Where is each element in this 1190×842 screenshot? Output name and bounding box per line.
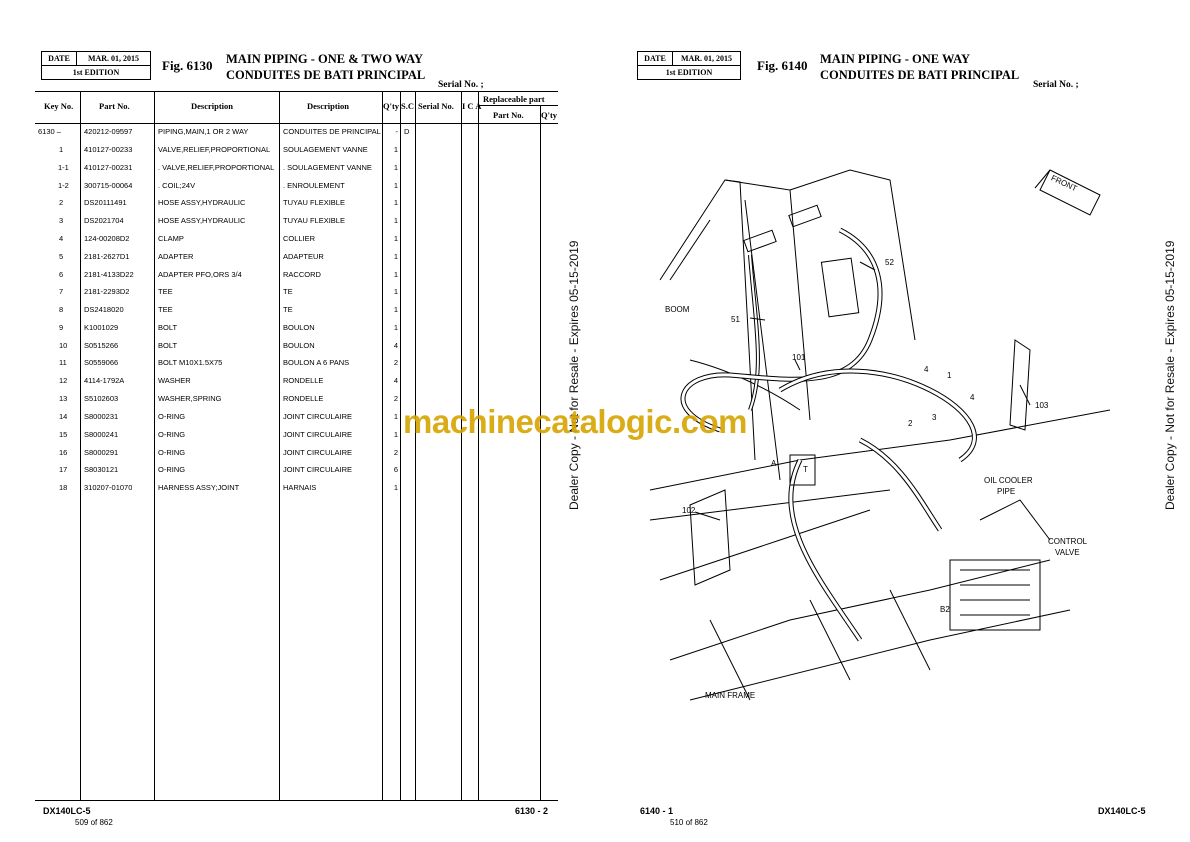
serial-label: Serial No. ; <box>438 80 484 90</box>
row-part-no: DS2021704 <box>84 216 124 225</box>
row-key: 11 <box>59 358 67 367</box>
row-key: 7 <box>59 287 64 296</box>
row-description-fr: CONDUITES DE PRINCIPAL <box>283 127 381 136</box>
row-part-no: K1001029 <box>84 323 119 332</box>
row-description: O-RING <box>158 448 186 457</box>
edition-label: 1st EDITION <box>665 68 713 77</box>
row-qty: 1 <box>393 270 398 279</box>
row-qty: 1 <box>393 287 398 296</box>
oil-cooler-label-1: OIL COOLER <box>984 476 1033 485</box>
row-description-fr: RONDELLE <box>283 394 324 403</box>
row-description-fr: RACCORD <box>283 270 321 279</box>
row-part-no: S8000291 <box>84 448 119 457</box>
row-qty: 1 <box>393 198 398 207</box>
vertical-watermark-left: Dealer Copy - Not for Resale - Expires 05-15-2019 <box>567 240 581 510</box>
row-description: TEE <box>158 305 173 314</box>
row-key: 9 <box>59 323 64 332</box>
row-key: 13 <box>59 394 68 403</box>
callout-4b: 4 <box>970 393 975 402</box>
row-description-fr: JOINT CIRCULAIRE <box>283 465 353 474</box>
row-part-no: DS20111491 <box>84 198 127 207</box>
row-description: O-RING <box>158 412 186 421</box>
row-description-fr: SOULAGEMENT VANNE <box>283 145 368 154</box>
row-description: HARNESS ASSY;JOINT <box>158 483 240 492</box>
header-rp-part-no: Part No. <box>493 110 524 120</box>
row-description-fr: JOINT CIRCULAIRE <box>283 412 353 421</box>
front-label: FRONT <box>1049 173 1079 194</box>
row-part-no: S0515266 <box>84 341 119 350</box>
row-description-fr: TE <box>283 305 293 314</box>
right-footer-model: DX140LC-5 <box>1098 806 1146 816</box>
row-part-no: 2181-2293D2 <box>84 287 130 296</box>
title-french: CONDUITES DE BATI PRINCIPAL <box>820 68 1020 82</box>
header-description-fr: Description <box>307 101 350 111</box>
title-french: CONDUITES DE BATI PRINCIPAL <box>226 68 426 82</box>
edition-label: 1st EDITION <box>72 68 120 77</box>
row-qty: 1 <box>393 216 398 225</box>
header-description: Description <box>191 101 234 111</box>
header-serial-no: Serial No. <box>418 101 454 111</box>
port-a-label: A <box>771 459 777 468</box>
row-description-fr: BOULON A 6 PANS <box>283 358 350 367</box>
row-key: 1-2 <box>58 181 69 190</box>
row-qty: 1 <box>393 323 398 332</box>
figure-number: Fig. 6140 <box>757 58 808 73</box>
row-part-no: DS2418020 <box>84 305 124 314</box>
vertical-watermark-right: Dealer Copy - Not for Resale - Expires 05-15-2019 <box>1163 240 1177 510</box>
row-part-no: S0559066 <box>84 358 119 367</box>
header-sc: S.C <box>401 101 414 111</box>
figure-number: Fig. 6130 <box>162 58 213 73</box>
row-qty: 1 <box>393 252 398 261</box>
control-valve-label-1: CONTROL <box>1048 537 1088 546</box>
row-part-no: 300715-00064 <box>84 181 133 190</box>
date-label: DATE <box>638 52 673 65</box>
row-description-fr: . ENROULEMENT <box>283 181 345 190</box>
row-qty: 1 <box>393 412 398 421</box>
row-qty: 1 <box>393 163 398 172</box>
row-qty: 1 <box>393 181 398 190</box>
row-description-fr: JOINT CIRCULAIRE <box>283 430 353 439</box>
header-ica: I C A <box>462 101 482 111</box>
row-description: BOLT M10X1.5X75 <box>158 358 223 367</box>
row-description: O-RING <box>158 465 186 474</box>
row-description-fr: COLLIER <box>283 234 316 243</box>
callout-52: 52 <box>885 258 894 267</box>
row-description: HOSE ASSY,HYDRAULIC <box>158 198 246 207</box>
row-description: CLAMP <box>158 234 184 243</box>
callout-1: 1 <box>947 371 952 380</box>
left-page-count: 509 of 862 <box>75 818 113 827</box>
row-part-no: 124-00208D2 <box>84 234 130 243</box>
row-key: 14 <box>59 412 68 421</box>
row-key: 1-1 <box>58 163 69 172</box>
boom-label: BOOM <box>665 305 690 314</box>
row-description-fr: . SOULAGEMENT VANNE <box>283 163 372 172</box>
row-description: WASHER,SPRING <box>158 394 222 403</box>
row-key: 18 <box>59 483 68 492</box>
row-description-fr: ADAPTEUR <box>283 252 324 261</box>
row-key: 10 <box>59 341 68 350</box>
header-rp-qty: Q'ty <box>541 110 558 120</box>
callout-101: 101 <box>792 353 806 362</box>
control-valve-label-2: VALVE <box>1055 548 1080 557</box>
row-key: 6130 – <box>38 127 61 136</box>
row-description-fr: TE <box>283 287 293 296</box>
row-qty: 1 <box>393 305 398 314</box>
port-b2-label: B2 <box>940 605 950 614</box>
site-watermark: machinecatalogic.com <box>403 403 747 440</box>
right-footer-page: 6140 - 1 <box>640 806 674 816</box>
row-qty: 1 <box>393 483 398 492</box>
row-key: 6 <box>59 270 64 279</box>
row-description: . VALVE,RELIEF,PROPORTIONAL <box>158 163 275 172</box>
row-qty: 1 <box>393 145 398 154</box>
row-key: 8 <box>59 305 64 314</box>
left-footer-page: 6130 - 2 <box>515 806 549 816</box>
row-key: 2 <box>59 198 64 207</box>
row-part-no: 2181-4133D22 <box>84 270 134 279</box>
row-qty: 2 <box>393 448 398 457</box>
date-label: DATE <box>42 52 77 65</box>
row-qty: 4 <box>393 341 398 350</box>
row-description: . COIL;24V <box>158 181 196 190</box>
row-key: 1 <box>59 145 64 154</box>
row-description-fr: TUYAU FLEXIBLE <box>283 216 345 225</box>
left-date-box <box>41 51 151 80</box>
row-part-no: 4114-1792A <box>84 376 125 385</box>
row-part-no: S8000231 <box>84 412 119 421</box>
main-frame-label: MAIN FRAME <box>705 691 756 700</box>
row-part-no: 420212-09597 <box>84 127 133 136</box>
row-key: 4 <box>59 234 64 243</box>
row-description-fr: BOULON <box>283 323 315 332</box>
row-key: 5 <box>59 252 64 261</box>
callout-102: 102 <box>682 506 696 515</box>
title-english: MAIN PIPING - ONE WAY <box>820 52 971 66</box>
row-qty: 1 <box>393 234 398 243</box>
callout-103: 103 <box>1035 401 1049 410</box>
row-description: BOLT <box>158 341 178 350</box>
row-description: BOLT <box>158 323 178 332</box>
row-description: VALVE,RELIEF,PROPORTIONAL <box>158 145 271 154</box>
row-key: 12 <box>59 376 68 385</box>
callout-4a: 4 <box>924 365 929 374</box>
right-page-count: 510 of 862 <box>670 818 708 827</box>
title-english: MAIN PIPING - ONE & TWO WAY <box>226 52 424 66</box>
right-date-box <box>637 51 741 80</box>
serial-label: Serial No. ; <box>1033 80 1079 90</box>
callout-51: 51 <box>731 315 740 324</box>
header-replaceable-part: Replaceable part <box>483 94 545 104</box>
row-part-no: 410127-00233 <box>84 145 133 154</box>
row-qty: 2 <box>393 358 398 367</box>
row-description: O-RING <box>158 430 186 439</box>
row-description-fr: RONDELLE <box>283 376 324 385</box>
row-description: TEE <box>158 287 173 296</box>
row-part-no: S5102603 <box>84 394 119 403</box>
row-qty: 4 <box>393 376 398 385</box>
row-description: PIPING,MAIN,1 OR 2 WAY <box>158 127 249 136</box>
header-qty: Q'ty <box>383 101 400 111</box>
row-description-fr: JOINT CIRCULAIRE <box>283 448 353 457</box>
row-qty: 6 <box>393 465 398 474</box>
row-key: 3 <box>59 216 64 225</box>
oil-cooler-label-2: PIPE <box>997 487 1016 496</box>
row-part-no: 410127-00231 <box>84 163 133 172</box>
date-value: MAR. 01, 2015 <box>87 54 140 63</box>
callout-2: 2 <box>908 419 913 428</box>
row-key: 15 <box>59 430 68 439</box>
row-part-no: S8030121 <box>84 465 119 474</box>
date-value: MAR. 01, 2015 <box>680 54 733 63</box>
row-part-no: 2181-2627D1 <box>84 252 130 261</box>
callout-3: 3 <box>932 413 937 422</box>
row-description-fr: BOULON <box>283 341 315 350</box>
row-key: 17 <box>59 465 68 474</box>
row-part-no: 310207-01070 <box>84 483 133 492</box>
header-key-no: Key No. <box>44 101 74 111</box>
row-description: ADAPTER <box>158 252 194 261</box>
row-qty: - <box>395 127 398 136</box>
row-description-fr: TUYAU FLEXIBLE <box>283 198 345 207</box>
row-key: 16 <box>59 448 68 457</box>
row-description: ADAPTER PFO,ORS 3/4 <box>158 270 242 279</box>
row-description: WASHER <box>158 376 191 385</box>
row-description-fr: HARNAIS <box>283 483 317 492</box>
left-footer-model: DX140LC-5 <box>43 806 91 816</box>
port-t-label: T <box>803 465 808 474</box>
row-sc: D <box>404 127 410 136</box>
row-qty: 1 <box>393 430 398 439</box>
row-part-no: S8000241 <box>84 430 119 439</box>
row-qty: 2 <box>393 394 398 403</box>
row-description: HOSE ASSY,HYDRAULIC <box>158 216 246 225</box>
header-part-no: Part No. <box>99 101 130 111</box>
